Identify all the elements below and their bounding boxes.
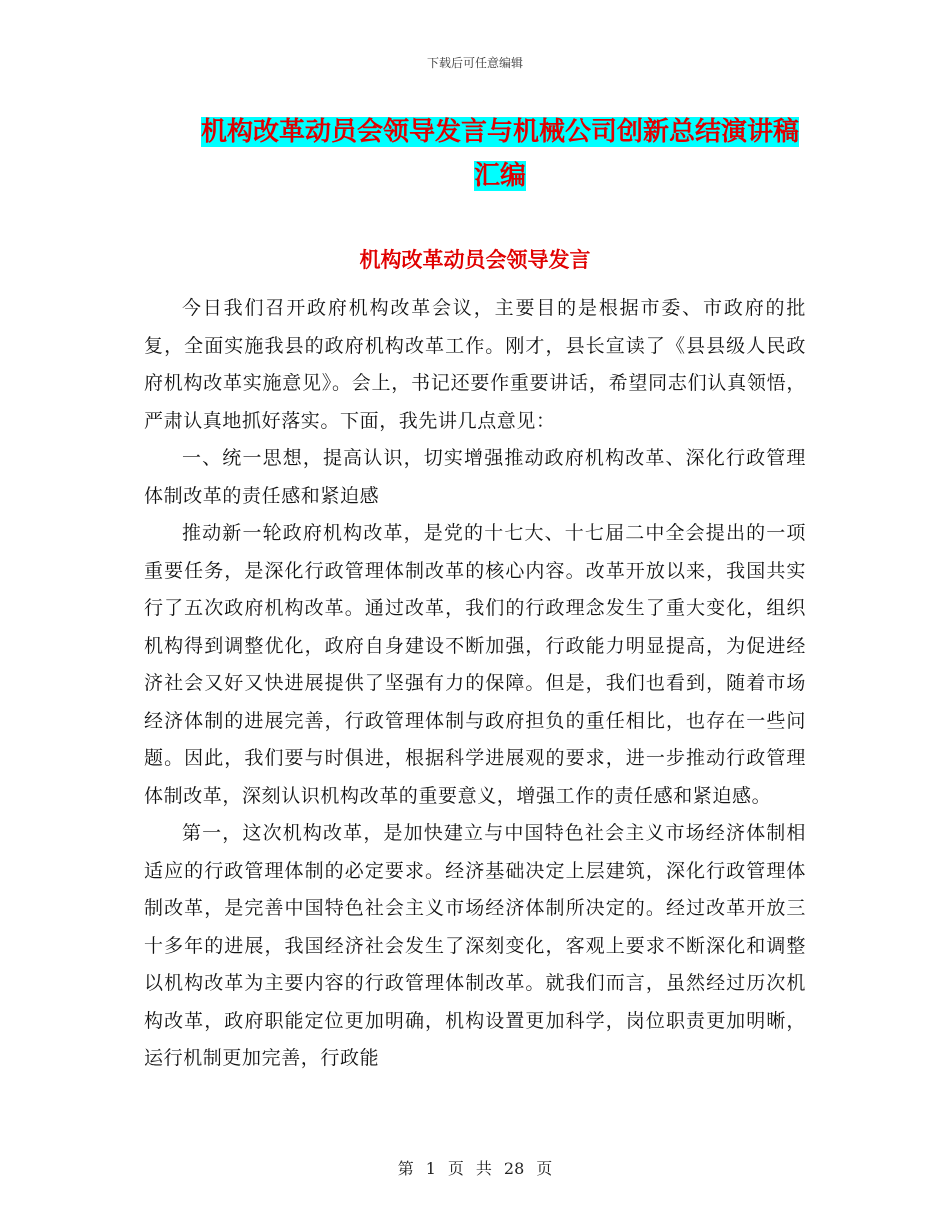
document-title xyxy=(190,110,810,198)
page-label: 第 xyxy=(397,1159,414,1178)
document-body xyxy=(144,290,806,1078)
document-title-line-2: 汇编 xyxy=(473,161,526,191)
total-label: 共 xyxy=(475,1159,492,1178)
section-title: 机构改革动员会领导发言 xyxy=(359,247,591,272)
header-note: 下载后可任意编辑 xyxy=(426,56,523,70)
paragraph: 第一，这次机构改革，是加快建立与中国特色社会主义市场经济体制相适应的行政管理体制的必定要求。经济基础决定上层建筑，深化行政管理体制改革，是完善中国特色社会主义市场经济体制所决定的。经过改革开放三十多年的进展，我国经济社会发生了深刻变化，客观上要求不断深化和调整以机构改革为主要内容的行政管理体制改革。就我们而言，虽然经过历次机构改革，政府职能定位更加明确，机构设置更加科学，岗位职责更加明晰，运行机制更加完善，行政能 xyxy=(144,822,806,1069)
total-pages: 28 xyxy=(503,1159,525,1178)
paragraph: 今日我们召开政府机构改革会议，主要目的是根据市委、市政府的批复，全面实施我县的政府机构改革工作。刚才，县长宣读了《县县级人民政府机构改革实施意见》。会上，书记还要作重要讲话，希望同志们认真领悟，严肃认真地抓好落实。下面，我先讲几点意见： xyxy=(144,297,806,432)
page-number: 1 xyxy=(425,1159,436,1178)
paragraph: 一、统一思想，提高认识，切实增强推动政府机构改革、深化行政管理体制改革的责任感和紧迫感 xyxy=(144,447,806,507)
page-unit: 页 xyxy=(447,1159,464,1178)
page-footer xyxy=(0,1156,950,1179)
document-title-line-1: 机构改革动员会领导发言与机械公司创新总结演讲稿 xyxy=(200,117,799,147)
total-unit: 页 xyxy=(536,1159,553,1178)
paragraph: 推动新一轮政府机构改革，是党的十七大、十七届二中全会提出的一项重要任务，是深化行政管理体制改革的核心内容。改革开放以来，我国共实行了五次政府机构改革。通过改革，我们的行政理念发生了重大变化，组织机构得到调整优化，政府自身建设不断加强，行政能力明显提高，为促进经济社会又好又快进展提供了坚强有力的保障。但是，我们也看到，随着市场经济体制的进展完善，行政管理体制与政府担负的重任相比，也存在一些问题。因此，我们要与时俱进，根据科学进展观的要求，进一步推动行政管理体制改革，深刻认识机构改革的重要意义，增强工作的责任感和紧迫感。 xyxy=(144,522,806,807)
